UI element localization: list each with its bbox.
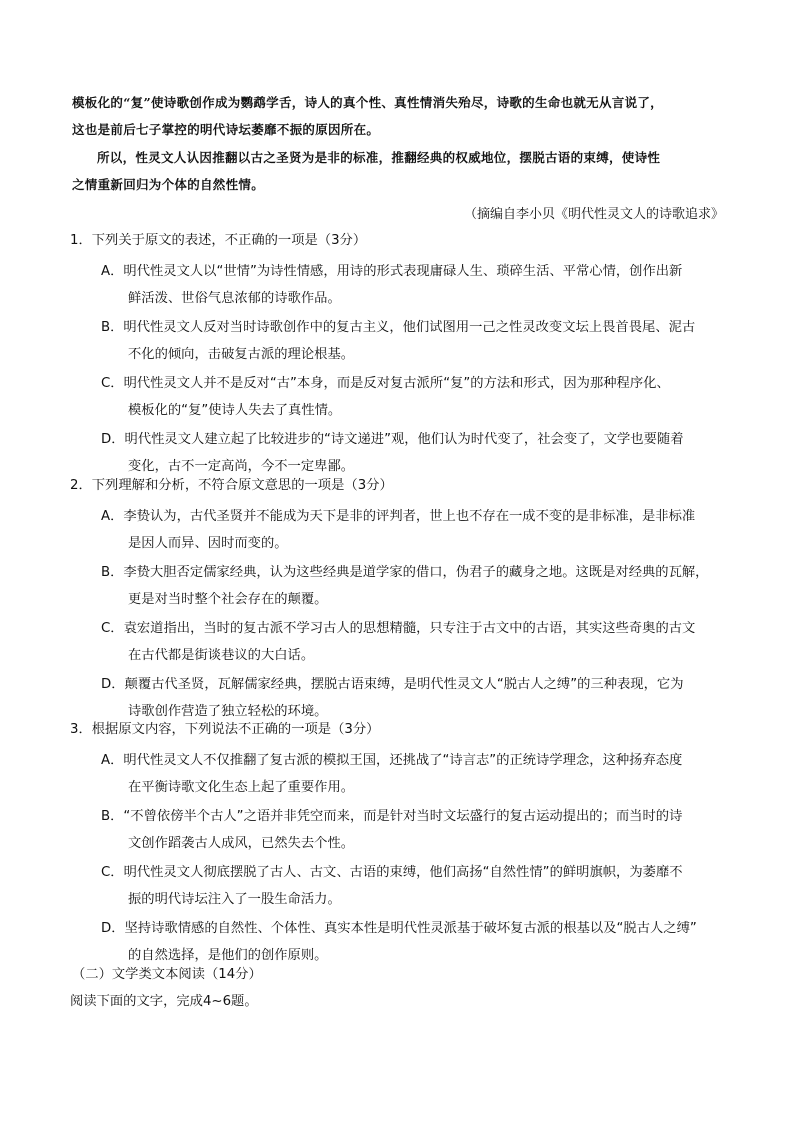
option-letter: C． [101, 865, 124, 880]
question-stem: 3．根据原文内容，下列说法不正确的一项是（3分） [70, 722, 380, 737]
question-stem: 2．下列理解和分析，不符合原文意思的一项是（3分） [70, 478, 393, 493]
section-instruction: 阅读下面的文字，完成4~6题。 [70, 994, 258, 1009]
option-letter: B． [101, 565, 124, 580]
option-text-continued: 模板化的“复”使诗人失去了真性情。 [128, 403, 342, 418]
option-text-continued: 鲜活泼、世俗气息浓郁的诗歌作品。 [128, 291, 341, 306]
option-text-continued: 文创作蹈袭古人成风，已然失去个性。 [128, 836, 355, 851]
option-text: 李贽认为，古代圣贤并不能成为天下是非的评判者，世上也不存在一成不变的是非标准，是非标准 [123, 509, 696, 524]
option-text-continued: 振的明代诗坛注入了一股生命活力。 [128, 892, 341, 907]
option-b [101, 314, 730, 368]
option-letter: B． [101, 809, 124, 824]
passage-line: 这也是前后七子掌控的明代诗坛萎靡不振的原因所在。 [72, 122, 380, 137]
passage-line: 之情重新回归为个体的自然性情。 [72, 177, 265, 192]
option-text: 明代性灵文人彻底摆脱了古人、古文、古语的束缚，他们高扬“自然性情”的鲜明旗帜，为萎靡不 [123, 865, 683, 880]
option-letter: B． [101, 320, 124, 335]
option-letter: D． [101, 921, 125, 936]
question-stem: 1．下列关于原文的表述，不正确的一项是（3分） [70, 233, 367, 248]
option-letter: C． [101, 376, 124, 391]
option-letter: C． [101, 621, 124, 636]
option-text-continued: 在平衡诗歌文化生态上起了重要作用。 [128, 780, 355, 795]
option-text-continued: 变化，古不一定高尚，今不一定卑鄙。 [128, 459, 355, 474]
passage-paragraph-1 [72, 89, 724, 143]
passage-line: 所以，性灵文人认因推翻以古之圣贤为是非的标准，推翻经典的权威地位，摆脱古语的束缚，使诗性 [97, 150, 661, 165]
option-text: 明代性灵文人以“世情”为诗性情感，用诗的形式表现庸碌人生、琐碎生活、平常心情，创作出新 [123, 264, 683, 279]
option-c [101, 859, 730, 913]
option-text: 明代性灵文人反对当时诗歌创作中的复古主义，他们试图用一己之性灵改变文坛上畏首畏尾、泥古 [123, 320, 696, 335]
option-letter: A． [101, 753, 124, 768]
option-d [101, 426, 730, 480]
option-letter: D． [101, 432, 125, 447]
section-heading: （二）文学类文本阅读（14分） [72, 967, 262, 982]
passage-line: 模板化的“复”使诗歌创作成为鹦鹉学舌，诗人的真个性、真性情消失殆尽，诗歌的生命也就无从言说了， [72, 95, 663, 110]
option-a [101, 503, 730, 557]
question-2 [70, 476, 730, 725]
option-b [101, 559, 730, 613]
option-d [101, 915, 730, 969]
option-text: 明代性灵文人不仅推翻了复古派的模拟王国，还挑战了“诗言志”的正统诗学理念，这种扬弃态度 [123, 753, 683, 768]
option-text: 袁宏道指出，当时的复古派不学习古人的思想精髓，只专注于古文中的古语，其实这些奇奥的古文 [123, 621, 696, 636]
question-1 [70, 231, 730, 480]
option-c [101, 370, 730, 424]
option-text-continued: 诗歌创作营造了独立轻松的环境。 [128, 704, 328, 719]
option-text-continued: 是因人而异、因时而变的。 [128, 536, 288, 551]
option-text: 坚持诗歌情感的自然性、个体性、真实本性是明代性灵派基于破坏复古派的根基以及“脱古人之缚” [124, 921, 697, 936]
option-a [101, 747, 730, 801]
option-text: “不曾依傍半个古人”之语并非凭空而来，而是针对当时文坛盛行的复古运动提出的；而当时的诗 [123, 809, 683, 824]
option-a [101, 258, 730, 312]
passage-paragraph-2 [72, 144, 724, 198]
option-text-continued: 在古代都是街谈巷议的大白话。 [128, 648, 315, 663]
option-text: 颠覆古代圣贤，瓦解儒家经典，摆脱古语束缚，是明代性灵文人“脱古人之缚”的三种表现，它为 [124, 677, 684, 692]
option-d [101, 671, 730, 725]
passage-source: （摘编自李小贝《明代性灵文人的诗歌追求》 [463, 207, 724, 222]
option-letter: A． [101, 509, 124, 524]
option-text: 明代性灵文人建立起了比较进步的“诗文递进”观，他们认为时代变了，社会变了，文学也要随着 [124, 432, 684, 447]
option-letter: D． [101, 677, 125, 692]
option-text-continued: 不化的倾向，击破复古派的理论根基。 [128, 347, 355, 362]
option-letter: A． [101, 264, 124, 279]
option-text-continued: 更是对当时整个社会存在的颠覆。 [128, 592, 328, 607]
option-c [101, 615, 730, 669]
option-text: 明代性灵文人并不是反对“古”本身，而是反对复古派所“复”的方法和形式，因为那种程序化、 [123, 376, 670, 391]
question-3 [70, 720, 730, 969]
option-b [101, 803, 730, 857]
option-text: 李贽大胆否定儒家经典，认为这些经典是道学家的借口，伪君子的藏身之地。这既是对经典的瓦解， [123, 565, 709, 580]
option-text-continued: 的自然选择，是他们的创作原则。 [128, 948, 328, 963]
